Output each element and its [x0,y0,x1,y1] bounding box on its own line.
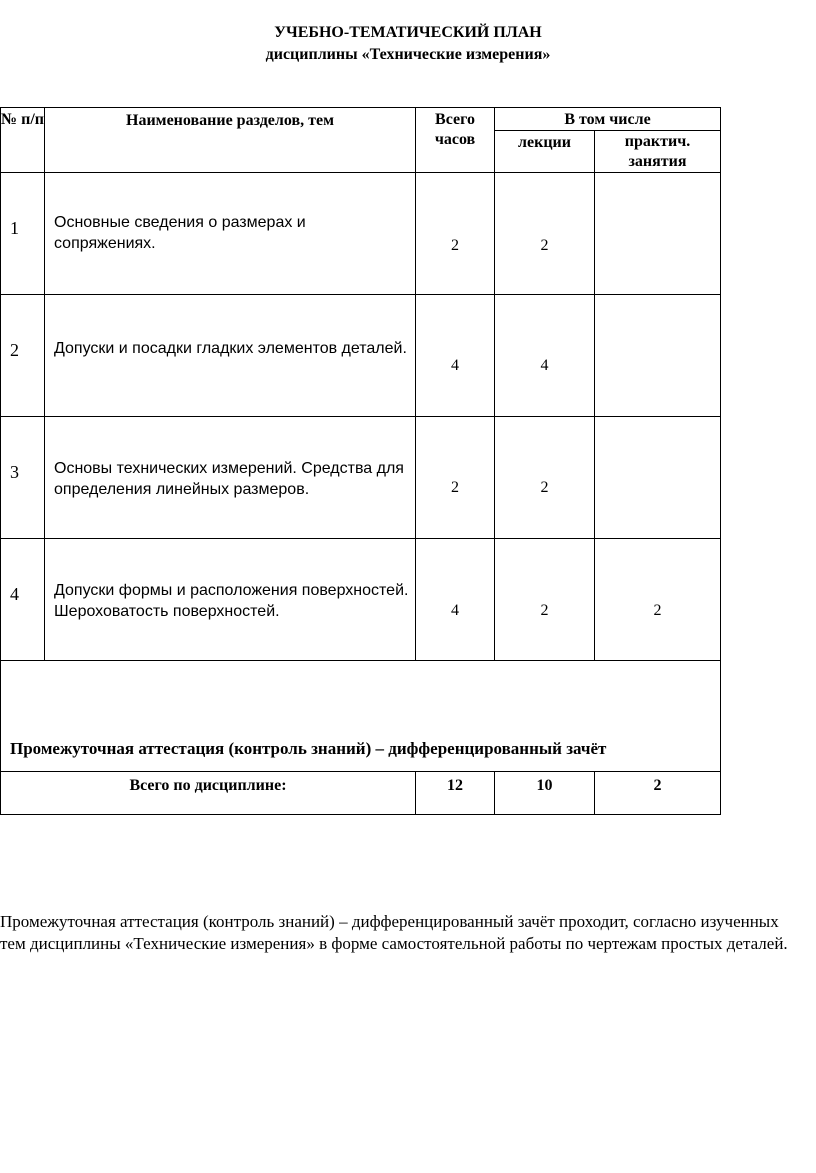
row-num: 4 [1,539,45,661]
header-total: Всего часов [416,108,495,173]
row-practice [595,417,721,539]
row-practice: 2 [595,539,721,661]
table-header-row [1,108,721,131]
table-row [1,295,721,417]
totals-practice: 2 [595,772,721,815]
row-practice [595,173,721,295]
totals-lectures: 10 [495,772,595,815]
page-subtitle: дисциплины «Технические измерения» [265,46,551,63]
row-topic: Допуски формы и расположения поверхностей. Шероховатость поверхностей. [45,539,416,661]
row-lectures: 2 [495,539,595,661]
row-num: 1 [1,173,45,295]
attestation-row [1,661,721,772]
header-name: Наименование разделов, тем [45,108,416,173]
header-lectures: лекции [495,131,595,173]
table-row [1,539,721,661]
header-num: № п/п [1,108,45,173]
row-total: 4 [416,539,495,661]
row-practice [595,295,721,417]
row-num: 2 [1,295,45,417]
attestation-text: Промежуточная аттестация (контроль знаний) – дифференцированный зачёт [1,661,721,772]
header-practice: практич. занятия [595,131,721,173]
row-total: 2 [416,173,495,295]
attestation-note: Промежуточная аттестация (контроль знаний) – дифференцированный зачёт проходит, согласно изученных тем дисциплины «Технические измерения» в форме самостоятельной работы по чертежам простых деталей. [0,912,788,953]
row-num: 3 [1,417,45,539]
thematic-plan-table [0,107,721,815]
row-topic: Допуски и посадки гладких элементов деталей. [45,295,416,417]
row-total: 4 [416,295,495,417]
totals-total: 12 [416,772,495,815]
page-title: УЧЕБНО-ТЕМАТИЧЕСКИЙ ПЛАН [274,24,542,41]
row-topic: Основные сведения о размерах и сопряжениях. [45,173,416,295]
row-lectures: 4 [495,295,595,417]
table-row [1,417,721,539]
totals-row [1,772,721,815]
header-including: В том числе [495,108,721,131]
totals-label: Всего по дисциплине: [1,772,416,815]
row-lectures: 2 [495,173,595,295]
row-topic: Основы технических измерений. Средства для определения линейных размеров. [45,417,416,539]
row-lectures: 2 [495,417,595,539]
row-total: 2 [416,417,495,539]
table-row [1,173,721,295]
